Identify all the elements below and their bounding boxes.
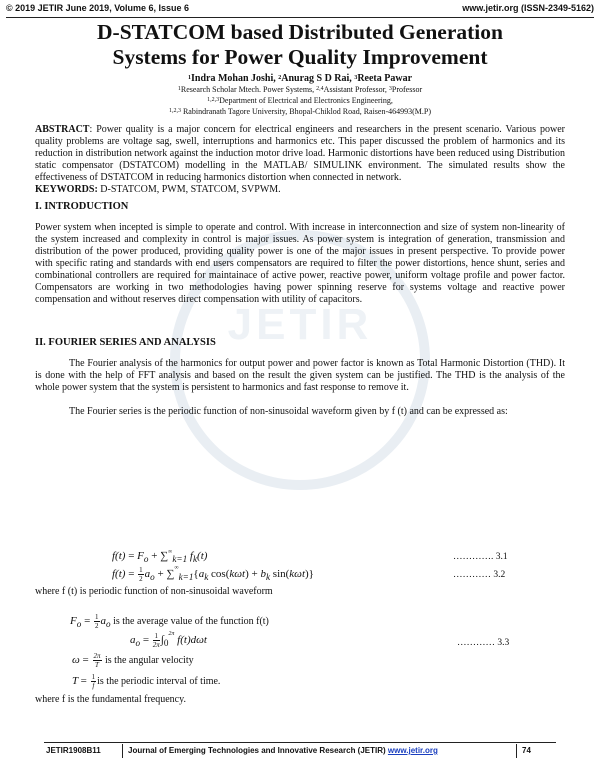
aff-text: Rabindranath Tagore University, Bhopal-Chiklod Road, Raisen-464993(M.P) [180, 107, 432, 116]
footer-separator [516, 744, 517, 758]
header-journal-info: © 2019 JETIR June 2019, Volume 6, Issue 6 [6, 3, 190, 13]
where-periodic-function: where f (t) is periodic function of non-sinusoidal waveform [35, 586, 273, 597]
journal-link[interactable]: www.jetir.org [387, 746, 438, 755]
abstract [35, 124, 565, 184]
author-list [30, 73, 570, 85]
header-divider [6, 17, 594, 18]
author-2-index: 2 [278, 75, 282, 81]
aff-index: 1 [177, 86, 181, 92]
angular-velocity-text: is the angular velocity [102, 655, 194, 667]
journal-title: Journal of Emerging Technologies and Innovative Research (JETIR) [128, 746, 388, 755]
journal-name [128, 746, 438, 755]
aff-index: 3 [388, 86, 392, 92]
angular-velocity-definition: ω = $\frac{2\pi}{T}$ is the angular velocity [72, 652, 194, 669]
aff-text: Assistant Professor, [323, 85, 389, 94]
title-line-2: Systems for Power Quality Improvement [112, 45, 488, 69]
aff-index: 1,2,3 [207, 97, 220, 103]
keywords-label: KEYWORDS: [35, 184, 98, 195]
equation-3-2: f(t) = $\frac{1}{2}$ $a_o + \sum^\infty_{k=1}\{a_k$ $\cos(k\omega t) + b_k$ sin(kωt)} [112, 565, 314, 583]
author-1-index: 1 [187, 75, 191, 81]
fourier-paragraph-2: The Fourier series is the periodic function of non-sinusoidal waveform given by f (t) and can be expressed as: [69, 406, 508, 417]
fourier-paragraph-1: The Fourier analysis of the harmonics for output power and power factor is known as Total Harmonic Distortion (THD). It is done with the help of FFT analysis and based on the result the given system can be justified. The THD is the analysis of the whole power system that the system is persistent to harmonics and fast response to remove it. [35, 358, 565, 393]
header-issn: www.jetir.org (ISSN-2349-5162) [462, 3, 594, 13]
affiliation-line-3 [30, 107, 570, 117]
aff-text: Department of Electrical and Electronics Engineering, [219, 96, 393, 105]
average-value-definition: $F_o$ = $\frac{1}{2}$ $a_o$ is the average value of the function f(t) [70, 613, 269, 630]
author-1: Indra Mohan Joshi, [190, 73, 279, 84]
title-line-1: D-STATCOM based Distributed Generation [97, 20, 503, 44]
affiliation-line-2 [30, 96, 570, 106]
equation-3-1: $f(t) = F_o + \sum^\infty_{k=1}$ $f_k(t)$ [112, 549, 208, 565]
page-number: 74 [522, 746, 531, 755]
running-header [6, 3, 594, 17]
running-footer [44, 746, 556, 758]
section-heading-introduction: I. INTRODUCTION [35, 201, 129, 212]
introduction-paragraph: Power system when incepted is simple to operate and control. With increase in interconnection and size of system non-linearity of the system increased and complexity in control is major issues. As power system is integration of generation, transmission and distribution of the power produced, providing quality power is one of the major issues in present perspective. To provide power with specific rating and standards with end users compensators are required to filter the power distortions, hence shunt, series and combinational controllers are required for maintainace of active power, reactive power, uniform voltage profile and power factor. Compensators are working in two methodologies having power spinning reserve for systems voltage and reactive power compensation and without reserves direct compensation with utility of capacitors. [35, 222, 565, 305]
equation-3-3-number: ………… 3.3 [457, 638, 510, 648]
period-definition: T = $\frac{1}{f}$ is the periodic interval of time. [72, 673, 221, 690]
equation-3-2-number: ………… 3.2 [453, 570, 506, 580]
keywords-text: D-STATCOM, PWM, STATCOM, SVPWM. [97, 184, 281, 195]
average-value-text: is the average value of the function f(t) [110, 616, 269, 628]
abstract-text: : Power quality is a major concern for electrical engineers and researchers in the present scenario. Various power quality problems are voltage sag, swell, interruptions and harmonics etc. This paper discussed the problem of harmonics and its reduction in distribution network against the induction motor drive load. Harmonic distortions have been reduced using Distribution static compensator (DSTATCOM) modelling in the MATLAB/ SIMULINK environment. The simulated results show the effectiveness of DSTATCOM in reducing harmonics distortion when connected in network. [35, 124, 565, 183]
aff-text: Research Scholar Mtech. Power Systems, [180, 85, 317, 94]
aff-index: 1,2,3 [168, 108, 181, 114]
footer-divider [44, 742, 556, 743]
watermark-text: JETIR [227, 300, 373, 349]
keywords [35, 184, 565, 196]
paper-title [30, 20, 570, 70]
equation-3-1-number: …………. 3.1 [453, 552, 508, 562]
paper-code: JETIR1908B11 [46, 746, 101, 755]
section-heading-fourier: II. FOURIER SERIES AND ANALYSIS [35, 337, 216, 348]
abstract-label: ABSTRACT [35, 124, 90, 135]
affiliation-line-1 [30, 85, 570, 95]
author-2: Anurag S D Rai, [281, 73, 355, 84]
footer-separator [122, 744, 123, 758]
where-fundamental-frequency: where f is the fundamental frequency. [35, 694, 186, 705]
aff-text: Professor [391, 85, 423, 94]
equation-3-3: $a_o$ = $\frac{1}{2\pi}$ $\int_0^{2\pi}$ f(t)dωt [130, 631, 207, 649]
author-3: Reeta Pawar [357, 73, 413, 84]
period-text: is the periodic interval of time. [97, 676, 221, 688]
aff-index: 2,4 [316, 86, 324, 92]
author-3-index: 3 [354, 75, 358, 81]
